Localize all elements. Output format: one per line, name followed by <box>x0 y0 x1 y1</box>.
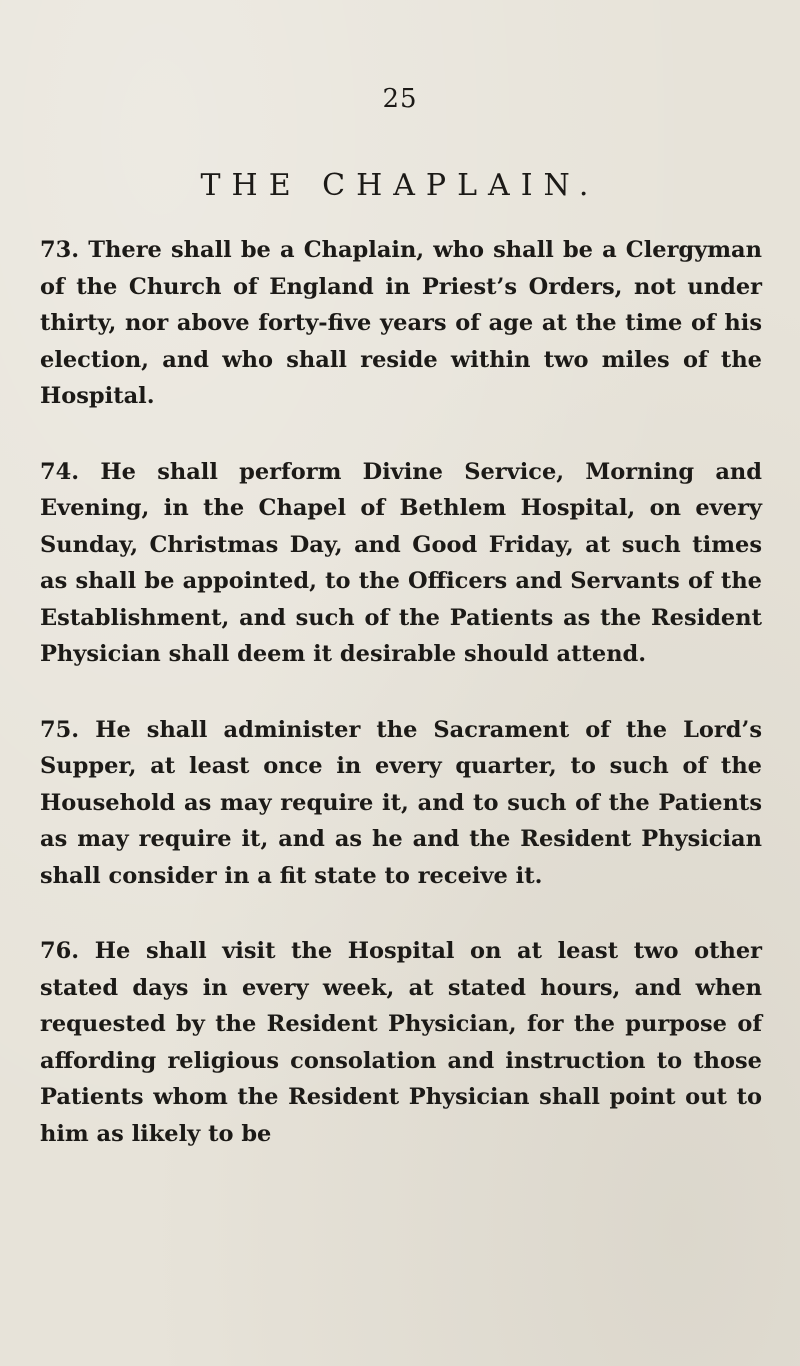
paragraph-76 <box>40 933 762 1152</box>
paragraph-number: 75. <box>40 716 80 743</box>
page-number: 25 <box>382 84 418 114</box>
section-title: THE CHAPLAIN. <box>200 168 600 203</box>
paragraph-text: He shall perform Divine Service, Morning and Evening, in the Chapel of Bethlem Hospital, on every Sunday, Christmas Day, and Good Friday, at such times as shall be appointed, to the Officers and Servants of the Establishment, and such of the Patients as the Resident Physician shall deem it desirable should attend. <box>40 458 762 667</box>
body-text <box>40 232 762 1191</box>
paragraph-number: 74. <box>40 458 80 485</box>
paragraph-74 <box>40 454 762 673</box>
paragraph-73 <box>40 232 762 415</box>
paragraph-text: He shall administer the Sacrament of the Lord’s Supper, at least once in every quarter, to such of the Household as may require it, and to such of the Patients as may require it, and as he and the Resident Physician shall consider in a fit state to receive it. <box>40 716 762 889</box>
paragraph-text: There shall be a Chaplain, who shall be a Clergyman of the Church of England in Priest’s Orders, not under thirty, nor above forty-five years of age at the time of his election, and who shall reside within two miles of the Hospital. <box>40 237 762 409</box>
paragraph-number: 76. <box>40 938 80 964</box>
paragraph-75 <box>40 712 762 895</box>
paragraph-text: He shall visit the Hospital on at least two other stated days in every week, at stated hours, and when requested by the Resident Physician, for the purpose of affording religious consolation and instruction to those Patients whom the Resident Physician shall point out to him as likely to be <box>40 938 762 1147</box>
paragraph-number: 73. <box>40 237 80 263</box>
